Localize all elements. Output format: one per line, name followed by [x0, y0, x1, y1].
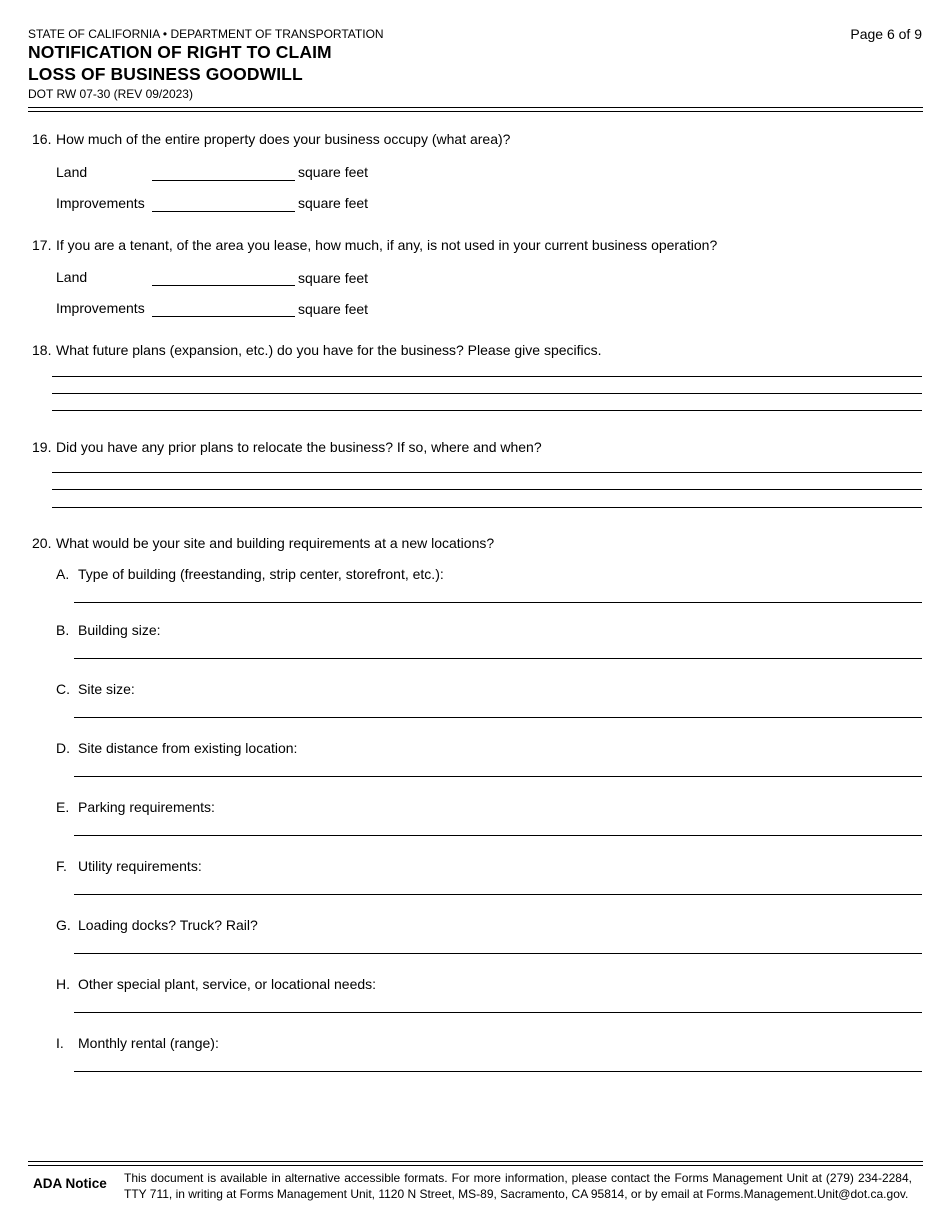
q20-item-letter: D. — [56, 740, 70, 756]
q19-answer-line-2[interactable] — [52, 489, 922, 490]
q17-improvements-label: Improvements — [56, 300, 145, 316]
agency-line: STATE OF CALIFORNIA • DEPARTMENT OF TRANSPORTATION — [28, 27, 384, 41]
q20-item-text: Other special plant, service, or locational needs: — [78, 976, 377, 992]
q16-improvements-unit: square feet — [298, 195, 369, 211]
page-number: Page 6 of 9 — [850, 26, 922, 42]
form-number: DOT RW 07-30 (REV 09/2023) — [28, 87, 193, 101]
q20-item-text: Type of building (freestanding, strip center, storefront, etc.): — [78, 566, 444, 582]
q20-item-i-field[interactable] — [74, 1071, 922, 1072]
q17-land-unit: square feet — [298, 270, 369, 286]
ada-notice-text: This document is available in alternative accessible formats. For more information, please contact the Forms Management Unit at (279) 234-2284, TTY 711, in writing at Forms Management Unit, 1120 N Street, MS-89, Sacramento, CA 95814, or by email at Forms.Management.Unit@dot.ca.gov. — [124, 1171, 912, 1201]
q20-item-g-field[interactable] — [74, 953, 922, 954]
q20-item-text: Utility requirements: — [78, 858, 202, 874]
q17-improvements-unit: square feet — [298, 301, 369, 317]
q20-item-text: Loading docks? Truck? Rail? — [78, 917, 258, 933]
q20-item-letter: A. — [56, 566, 70, 582]
q20-item-letter: F. — [56, 858, 67, 874]
q20-item-letter: E. — [56, 799, 70, 815]
q20-item-h-field[interactable] — [74, 1012, 922, 1013]
question-16-number: 16. — [32, 131, 52, 147]
q17-land-label: Land — [56, 269, 88, 285]
footer-divider-bottom — [28, 1165, 923, 1166]
q20-item-a-field[interactable] — [74, 602, 922, 603]
q20-item-e-field[interactable] — [74, 835, 922, 836]
q20-item-letter: G. — [56, 917, 71, 933]
q20-item-text: Monthly rental (range): — [78, 1035, 219, 1051]
q20-item-letter: H. — [56, 976, 70, 992]
q20-item-text: Site size: — [78, 681, 135, 697]
q17-land-field[interactable] — [152, 285, 295, 286]
q16-improvements-field[interactable] — [152, 211, 295, 212]
question-18-text: What future plans (expansion, etc.) do you have for the business? Please give specifics. — [56, 342, 602, 358]
q18-answer-line-1[interactable] — [52, 376, 922, 377]
q20-item-text: Building size: — [78, 622, 161, 638]
q20-item-letter: C. — [56, 681, 70, 697]
q18-answer-line-2[interactable] — [52, 393, 922, 394]
q20-item-f-field[interactable] — [74, 894, 922, 895]
question-18-number: 18. — [32, 342, 52, 358]
question-16-text: How much of the entire property does your business occupy (what area)? — [56, 131, 511, 147]
q20-item-b-field[interactable] — [74, 658, 922, 659]
q20-item-letter: B. — [56, 622, 70, 638]
q16-land-unit: square feet — [298, 164, 369, 180]
ada-notice-label: ADA Notice — [33, 1176, 107, 1191]
q17-improvements-field[interactable] — [152, 316, 295, 317]
question-19-text: Did you have any prior plans to relocate the business? If so, where and when? — [56, 439, 542, 455]
q20-item-c-field[interactable] — [74, 717, 922, 718]
q16-land-field[interactable] — [152, 180, 295, 181]
q20-item-text: Site distance from existing location: — [78, 740, 298, 756]
header-divider-top — [28, 107, 923, 108]
q20-item-d-field[interactable] — [74, 776, 922, 777]
footer-divider-top — [28, 1161, 923, 1162]
q16-land-label: Land — [56, 164, 88, 180]
question-20-number: 20. — [32, 535, 52, 551]
header-divider-bottom — [28, 111, 923, 112]
form-title-line-2: LOSS OF BUSINESS GOODWILL — [28, 64, 303, 84]
question-20-text: What would be your site and building requirements at a new locations? — [56, 535, 495, 551]
q19-answer-line-3[interactable] — [52, 507, 922, 508]
q19-answer-line-1[interactable] — [52, 472, 922, 473]
question-17-text: If you are a tenant, of the area you lease, how much, if any, is not used in your current business operation? — [56, 237, 718, 253]
q20-item-text: Parking requirements: — [78, 799, 215, 815]
q18-answer-line-3[interactable] — [52, 410, 922, 411]
q20-item-letter: I. — [56, 1035, 64, 1051]
question-19-number: 19. — [32, 439, 52, 455]
form-title-line-1: NOTIFICATION OF RIGHT TO CLAIM — [28, 42, 332, 62]
q16-improvements-label: Improvements — [56, 195, 145, 211]
question-17-number: 17. — [32, 237, 52, 253]
